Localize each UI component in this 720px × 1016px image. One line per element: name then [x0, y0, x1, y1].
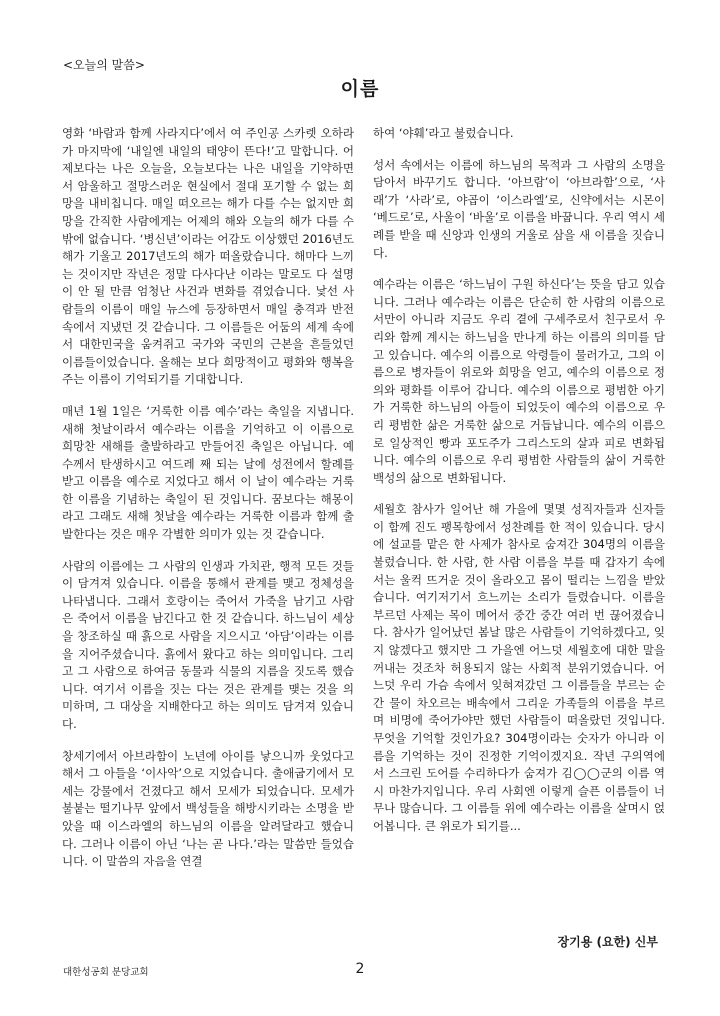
right-column — [373, 125, 665, 850]
paragraph: 매년 1월 1일은 ‘거룩한 이름 예수’라는 축일을 지냅니다. 새해 첫날이라서 예수라는 이름을 기억하고 이 이름으로 희망찬 새해를 출발하라고 만들어진 축일은 아닙니다. 예수께서 탄생하시고 여드레 째 되는 날에 성전에서 할례를 받고 이름을 예수로 지었다고 해서 이 날이 예수라는 거룩한 이름을 기념하는 축일이 된 것입니다. 꿈보다는 해몽이라고 그래도 새해 첫날을 예수라는 거룩한 이름과 함께 출발한다는 것은 매우 각별한 의미가 있는 것 같습니다. — [62, 403, 354, 542]
paragraph: 영화 ‘바람과 함께 사라지다’에서 여 주인공 스카렛 오하라가 마지막에 ‘내일엔 내일의 태양이 뜬다!’고 말합니다. 어제보다는 나은 오늘을, 오늘보다는 나은 내일을 기약하면서 암울하고 절망스러운 현실에서 절대 포기할 수 없는 희망을 내비칩니다. 매일 떠오르는 해가 다를 수는 없지만 희망을 간직한 사람에게는 어제의 해와 오늘의 해가 다를 수밖에 없습니다. ‘병신년’이라는 어감도 이상했던 2016년도 해가 기울고 2017년도의 해가 떠올랐습니다. 해마다 느끼는 것이지만 작년은 정말 다사다난 이라는 말로도 다 설명이 안 될 만큼 엄청난 사건과 변화를 겪었습니다. 낯선 사람들의 이름이 매일 뉴스에 등장하면서 매일 충격과 반전 속에서 지냈던 것 같습니다. 그 이름들은 어둠의 세계 속에서 대한민국을 움켜쥐고 국가와 국민의 근본을 흔들었던 이름들이었습니다. 올해는 보다 희망적이고 평화와 행복을 주는 이름이 기억되기를 기대합니다. — [62, 126, 354, 387]
footer-organization: 대한성공회 분당교회 — [63, 967, 149, 978]
paragraph: 성서 속에서는 이름에 하느님의 목적과 그 사람의 소명을 담아서 바꾸기도 합니다. ‘아브람’이 ‘아브라함’으로, ‘사래’가 ‘사라’로, 야곱이 ‘이스라엘’로, 신약에서는 시몬이 ‘베드로’로, 사울이 ‘바울’로 이름을 바꿉니다. 우리 역시 세례를 받을 때 신앙과 인생의 거울로 삼을 새 이름을 짓습니다. — [373, 157, 665, 260]
left-column — [62, 125, 354, 885]
paragraph: 예수라는 이름은 ‘하느님이 구원 하신다’는 뜻을 담고 있습니다. 그러나 예수라는 이름은 단순히 한 사람의 이름으로서만이 아니라 지금도 우리 곁에 구세주로서 친구로서 우리와 함께 계시는 하느님을 만나게 하는 이름의 의미를 담고 있습니다. 예수의 이름으로 악령들이 물러가고, 그의 이름으로 병자들이 위로와 희망을 얻고, 예수의 이름으로 정의와 평화를 이루어 갑니다. 예수의 이름으로 평범한 아기가 거룩한 하느님의 아들이 되었듯이 예수의 이름으로 우리 평범한 삶은 거룩한 삶으로 거듭납니다. 예수의 이름으로 일상적인 빵과 포도주가 그리스도의 살과 피로 변화됩니다. 예수의 이름으로 우리 평범한 사람들의 삶이 거룩한 백성의 삶으로 변화됩니다. — [373, 277, 665, 485]
page-title: 이름 — [340, 78, 380, 100]
paragraph: 하여 ‘야훼’라고 불렀습니다. — [373, 126, 514, 140]
paragraph: 세월호 참사가 일어난 해 가을에 몇몇 성직자들과 신자들이 함께 진도 팽목항에서 성찬례를 한 적이 있습니다. 당시에 설교를 맡은 한 사제가 참사로 숨져간 304명의 이름을 불렀습니다. 한 사람, 한 사람 이름을 부를 때 갑자기 속에서는 울컥 뜨거운 것이 올라오고 몸이 떨리는 느낌을 받았습니다. 여기저기서 흐느끼는 소리가 들렸습니다. 이름을 부르던 사제는 목이 메어서 중간 중간 여러 번 끊어졌습니다. 참사가 일어났던 봄날 많은 사람들이 기억하겠다고, 잊지 않겠다고 했지만 그 가을엔 어느덧 세월호에 대한 말을 꺼내는 것조차 허용되지 않는 사회적 분위기였습니다. 어느덧 우리 가슴 속에서 잊혀져갔던 그 이름들을 부르는 순간 물이 차오르는 배속에서 그리운 가족들의 이름을 부르며 비명에 죽어가야만 했던 사람들이 떠올랐던 것입니다. 무엇을 기억할 것인가요? 304명이라는 숫자가 아니라 이름을 기억하는 것이 진정한 기억이겠지요. 작년 구의역에서 스크린 도어를 수리하다가 숨져가 김◯◯군의 이름 역시 마찬가지입니다. 우리 사회엔 이렇게 슬픈 이름들이 너무나 많습니다. 그 이름들 위에 예수라는 이름을 살며시 얹어봅니다. 큰 위로가 되기를... — [373, 502, 665, 833]
section-label: <오늘의 말씀> — [63, 58, 145, 72]
paragraph: 창세기에서 아브라함이 노년에 아이를 낳으니까 웃었다고 해서 그 아들을 ‘이사악’으로 지었습니다. 출애굽기에서 모세는 강물에서 건졌다고 해서 모세가 되었습니다. 모세가 불붙는 떨기나무 앞에서 백성들을 해방시키라는 소명을 받았을 때 이스라엘의 하느님의 이름을 알려달라고 했습니다. 그러나 이름이 아닌 ‘나는 곧 나다.’라는 말씀만 들었습니다. 이 말씀의 자음을 연결 — [62, 748, 354, 869]
author-signature: 장기용 (요한) 신부 — [557, 935, 658, 949]
paragraph: 사람의 이름에는 그 사람의 인생과 가치관, 행적 모든 것들이 담겨져 있습니다. 이름을 통해서 관계를 맺고 정체성을 나타냅니다. 그래서 호랑이는 죽어서 가죽을 남기고 사람은 죽어서 이름을 남긴다고 한 것 같습니다. 하느님이 세상을 창조하실 때 흙으로 사람을 지으시고 ‘아담’이라는 이름을 지어주셨습니다. 흙에서 왔다고 하는 의미입니다. 그리고 그 사람으로 하여금 동물과 식물의 지름을 짓도록 했습니다. 여기서 이름을 짓는 다는 것은 관계를 맺는 것을 의미하며, 그 대상을 지배한다고 하는 의미도 담겨져 있습니다. — [62, 558, 354, 731]
page-number: 2 — [355, 961, 365, 977]
